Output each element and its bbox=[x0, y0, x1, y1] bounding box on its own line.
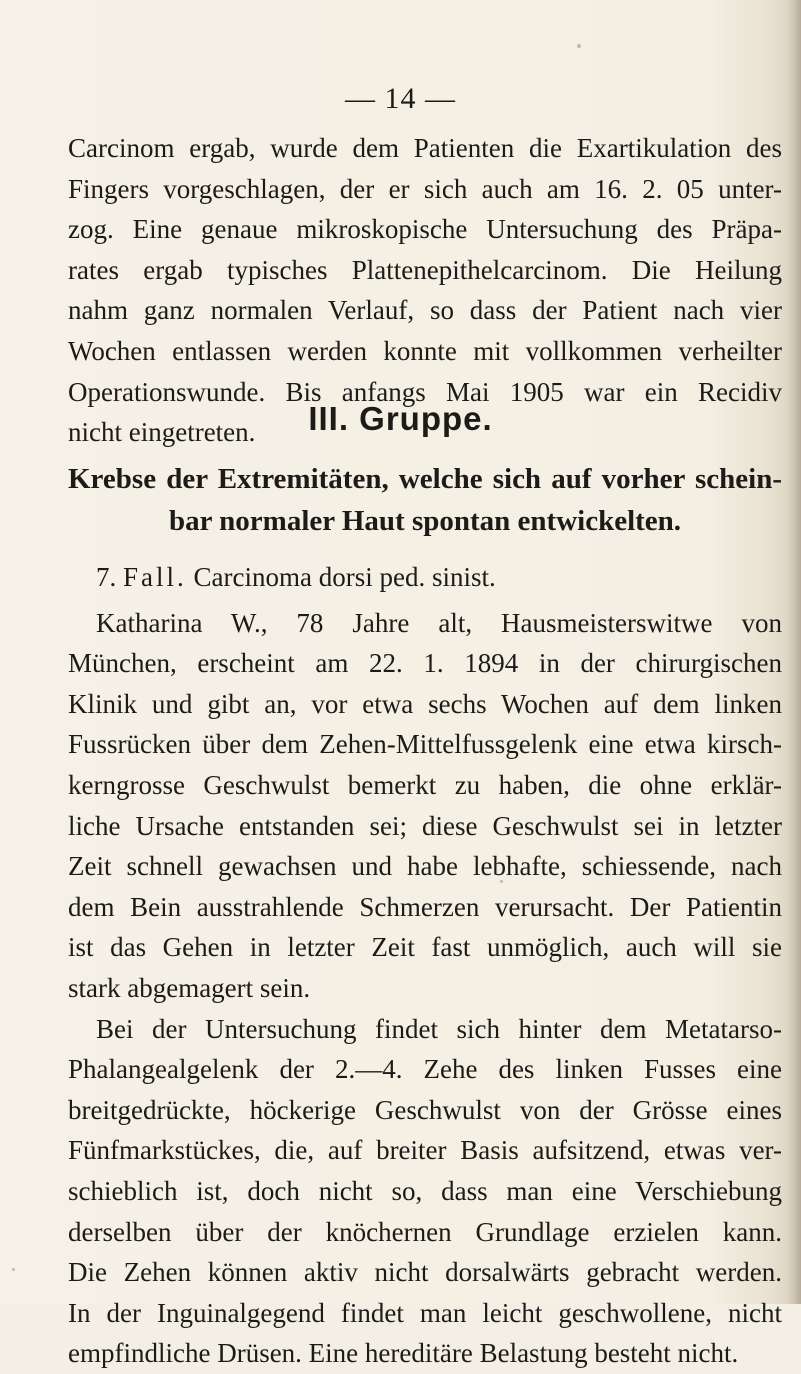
section-title: III. Gruppe. bbox=[308, 400, 493, 437]
text-line: derselben über der knöchernen Grundlage erzielen kann. bbox=[68, 1216, 782, 1247]
case-number: 7. bbox=[96, 562, 117, 592]
text-line: Operationswunde. Bis anfangs Mai 1905 war ein Recidiv bbox=[68, 376, 782, 407]
text-line: dem Bein ausstrahlende Schmerzen verursacht. Der Patientin bbox=[68, 891, 782, 922]
case-diagnosis: Carcinoma dorsi ped. sinist. bbox=[193, 562, 496, 592]
text-line: liche Ursache entstanden sei; diese Geschwulst sei in letzter bbox=[68, 810, 782, 841]
text-line: Fünfmarkstückes, die, auf breiter Basis aufsitzend, etwas ver- bbox=[68, 1135, 782, 1166]
text-line: Fussrücken über dem Zehen-Mittelfussgelenk eine etwa kirsch- bbox=[68, 729, 782, 760]
subtitle-line: bar normaler Haut spontan entwickelten. bbox=[168, 505, 682, 537]
text-line: ist das Gehen in letzter Zeit fast unmöglich, auch will sie bbox=[68, 932, 782, 963]
text-line: Klinik und gibt an, vor etwa sechs Wochen auf dem linken bbox=[68, 688, 782, 719]
text-line: rates ergab typisches Plattenepithelcarcinom. Die Heilung bbox=[68, 254, 782, 285]
text-line: Die Zehen können aktiv nicht dorsalwärts gebracht werden. bbox=[68, 1257, 782, 1288]
text-line: breitgedrückte, höckerige Geschwulst von der Grösse eines bbox=[68, 1094, 782, 1125]
case-label: Fall. bbox=[123, 562, 187, 592]
text-line: Carcinom ergab, wurde dem Patienten die Exartikulation des bbox=[68, 133, 782, 163]
paper-speck bbox=[577, 44, 581, 48]
text-line: Zeit schnell gewachsen und habe lebhafte, schiessende, nach bbox=[68, 851, 782, 882]
text-line: empfindliche Drüsen. Eine hereditäre Belastung besteht nicht. bbox=[68, 1338, 739, 1369]
paper-speck bbox=[12, 1268, 15, 1271]
paper-speck bbox=[500, 880, 503, 883]
paper-speck bbox=[614, 1026, 617, 1029]
page-edge-shadow bbox=[787, 0, 801, 1304]
text-line: stark abgemagert sein. bbox=[68, 972, 311, 1003]
page-number: — 14 — bbox=[345, 82, 456, 115]
text-line: In der Inguinalgegend findet man leicht geschwollene, nicht bbox=[68, 1297, 782, 1328]
case-heading bbox=[68, 557, 782, 598]
text-line: Wochen entlassen werden konnte mit vollkommen verheilter bbox=[68, 335, 782, 366]
text-line: Bei der Untersuchung findet sich hinter dem Metatarso- bbox=[96, 1013, 782, 1044]
section-subtitle bbox=[68, 458, 782, 542]
text-line: München, erscheint am 22. 1. 1894 in der chirurgischen bbox=[68, 648, 782, 679]
text-line: nicht eingetreten. bbox=[68, 417, 256, 448]
text-line: zog. Eine genaue mikroskopische Untersuchung des Präpa- bbox=[68, 214, 782, 245]
text-line: nahm ganz normalen Verlauf, so dass der Patient nach vier bbox=[68, 295, 782, 326]
subtitle-line: Krebse der Extremitäten, welche sich auf vorher schein- bbox=[68, 463, 782, 495]
text-line: Phalangealgelenk der 2.—4. Zehe des linken Fusses eine bbox=[68, 1054, 782, 1085]
case-report bbox=[68, 557, 782, 1374]
text-line: Fingers vorgeschlagen, der er sich auch am 16. 2. 05 unter- bbox=[68, 173, 782, 204]
text-line: kerngrosse Geschwulst bemerkt zu haben, die ohne erklär- bbox=[68, 769, 782, 800]
text-line: schieblich ist, doch nicht so, dass man eine Verschiebung bbox=[68, 1175, 782, 1206]
text-line: Katharina W., 78 Jahre alt, Hausmeisterswitwe von bbox=[96, 607, 782, 638]
